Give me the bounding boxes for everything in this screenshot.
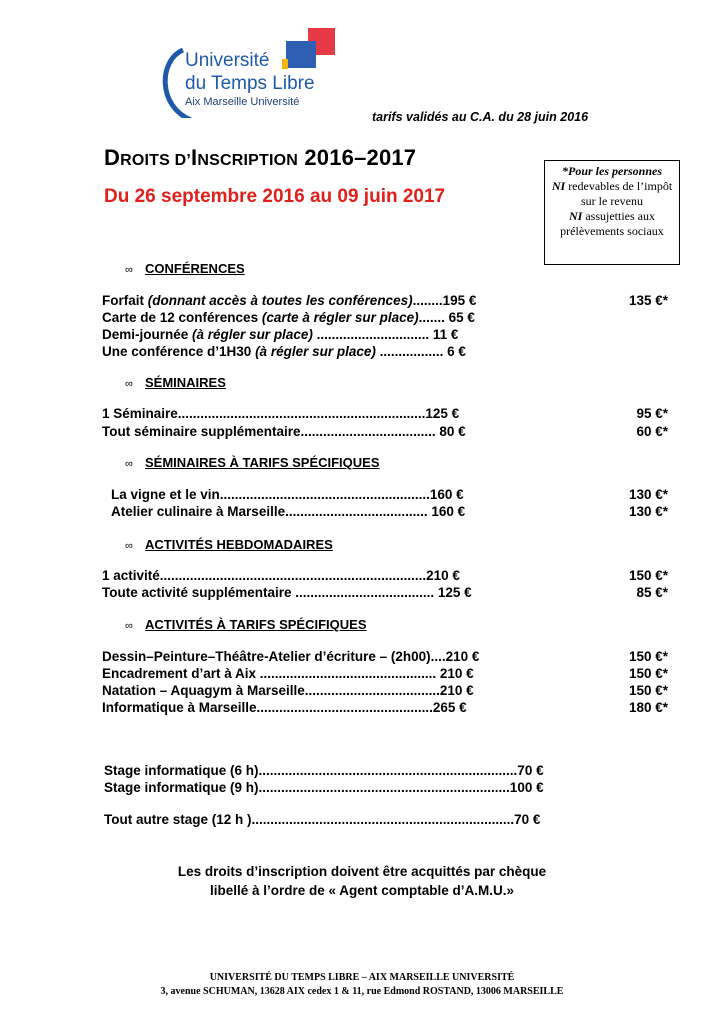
reduced-price: 85 €* xyxy=(636,585,668,600)
section-seminaires xyxy=(125,375,226,390)
note-text: redevables de l’impôt sur le revenu xyxy=(565,179,673,208)
row-price: .............................. 11 € xyxy=(312,327,459,342)
price-row: Toute activité supplémentaire ..................................... 125 € xyxy=(102,585,472,600)
note-heading: *Pour les personnes xyxy=(561,164,662,178)
footer-line: UNIVERSITÉ DU TEMPS LIBRE – AIX MARSEILLE UNIVERSITÉ xyxy=(209,972,515,983)
price-row: Tout séminaire supplémentaire.................................... 80 € xyxy=(102,424,466,439)
reduced-price: 130 €* xyxy=(628,504,668,519)
bullet-icon: ∞ xyxy=(125,540,133,552)
university-logo xyxy=(155,28,345,118)
note-ni: NI xyxy=(569,209,583,223)
title-part: ROITS D’ xyxy=(120,152,192,169)
reduced-price: 150 €* xyxy=(628,568,668,583)
page-footer xyxy=(0,971,724,999)
price-row xyxy=(102,310,475,325)
section-title: SÉMINAIRES À TARIFS SPÉCIFIQUES xyxy=(145,455,380,470)
price-row: Stage informatique (9 h)...................................................................100 € xyxy=(104,780,544,795)
price-row: Stage informatique (6 h).....................................................................70 € xyxy=(104,763,544,778)
title-part: I xyxy=(191,145,198,170)
row-detail: (carte à régler sur place) xyxy=(261,310,419,325)
title-years: 2016–2017 xyxy=(298,145,417,170)
price-row xyxy=(102,327,458,342)
row-detail: (à régler sur place) xyxy=(192,327,313,342)
price-row: 1 Séminaire..................................................................125 € xyxy=(102,406,460,421)
row-label: Demi-journée xyxy=(102,327,193,342)
price-row: La vigne et le vin........................................................160 € xyxy=(111,487,464,502)
note-ni: NI xyxy=(551,179,566,193)
price-row xyxy=(102,293,476,308)
title-part: D xyxy=(104,145,121,170)
row-label: Une conférence d’1H30 xyxy=(102,344,256,359)
bullet-icon: ∞ xyxy=(125,620,133,632)
reduced-price: 60 €* xyxy=(636,424,668,439)
title-part: NSCRIPTION xyxy=(197,152,299,169)
bullet-icon: ∞ xyxy=(125,378,133,390)
reduced-price: 180 €* xyxy=(628,700,668,715)
price-row: Tout autre stage (12 h )......................................................................70 € xyxy=(104,812,541,827)
row-label: Carte de 12 conférences xyxy=(102,310,262,325)
page-title xyxy=(104,145,416,171)
price-row: Encadrement d’art à Aix ............................................... 210 € xyxy=(102,666,474,681)
logo-line-2: du Temps Libre xyxy=(185,73,315,94)
page-subtitle: Du 26 septembre 2016 au 09 juin 2017 xyxy=(104,186,446,207)
reduced-rate-note xyxy=(544,160,680,265)
payment-instructions xyxy=(0,862,724,900)
section-title: ACTIVITÉS HEBDOMADAIRES xyxy=(145,537,333,552)
validation-note: tarifs validés au C.A. du 28 juin 2016 xyxy=(372,110,589,124)
row-label: Forfait xyxy=(102,293,148,308)
reduced-price: 130 €* xyxy=(628,487,668,502)
price-row: 1 activité.......................................................................210 € xyxy=(102,568,460,583)
reduced-price: 150 €* xyxy=(628,666,668,681)
section-activites-specifiques xyxy=(125,617,367,632)
row-detail: (à régler sur place) xyxy=(255,344,376,359)
price-row: Atelier culinaire à Marseille...................................... 160 € xyxy=(111,504,466,519)
reduced-price: 135 €* xyxy=(628,293,668,308)
row-price: ........195 € xyxy=(412,293,477,308)
section-conferences xyxy=(125,261,245,276)
footer-line: 3, avenue SCHUMAN, 13628 AIX cedex 1 & 11, rue Edmond ROSTAND, 13006 MARSEILLE xyxy=(160,986,564,997)
payment-line: Les droits d’inscription doivent être acquittés par chèque xyxy=(177,864,547,879)
price-row xyxy=(102,344,466,359)
price-row: Informatique à Marseille...............................................265 € xyxy=(102,700,467,715)
payment-line: libellé à l’ordre de « Agent comptable d’A.M.U.» xyxy=(209,883,515,898)
reduced-price: 95 €* xyxy=(636,406,668,421)
bullet-icon: ∞ xyxy=(125,458,133,470)
row-price: ................. 6 € xyxy=(375,344,466,359)
row-detail: (donnant accès à toutes les conférences) xyxy=(147,293,413,308)
section-title: ACTIVITÉS À TARIFS SPÉCIFIQUES xyxy=(145,617,367,632)
section-seminaires-specifiques xyxy=(125,455,380,470)
logo-line-1: Université xyxy=(185,50,270,71)
bullet-icon: ∞ xyxy=(125,264,133,276)
logo-line-3: Aix Marseille Université xyxy=(185,96,300,108)
reduced-price: 150 €* xyxy=(628,649,668,664)
section-title: SÉMINAIRES xyxy=(145,375,226,390)
price-row: Dessin–Peinture–Théâtre-Atelier d’écriture – (2h00)....210 € xyxy=(102,649,480,664)
price-row: Natation – Aquagym à Marseille....................................210 € xyxy=(102,683,474,698)
reduced-price: 150 €* xyxy=(628,683,668,698)
section-activites-hebdomadaires xyxy=(125,537,333,552)
row-price: ....... 65 € xyxy=(418,310,475,325)
note-text: assujetties aux prélèvements sociaux xyxy=(560,209,664,238)
section-title: CONFÉRENCES xyxy=(145,261,245,276)
